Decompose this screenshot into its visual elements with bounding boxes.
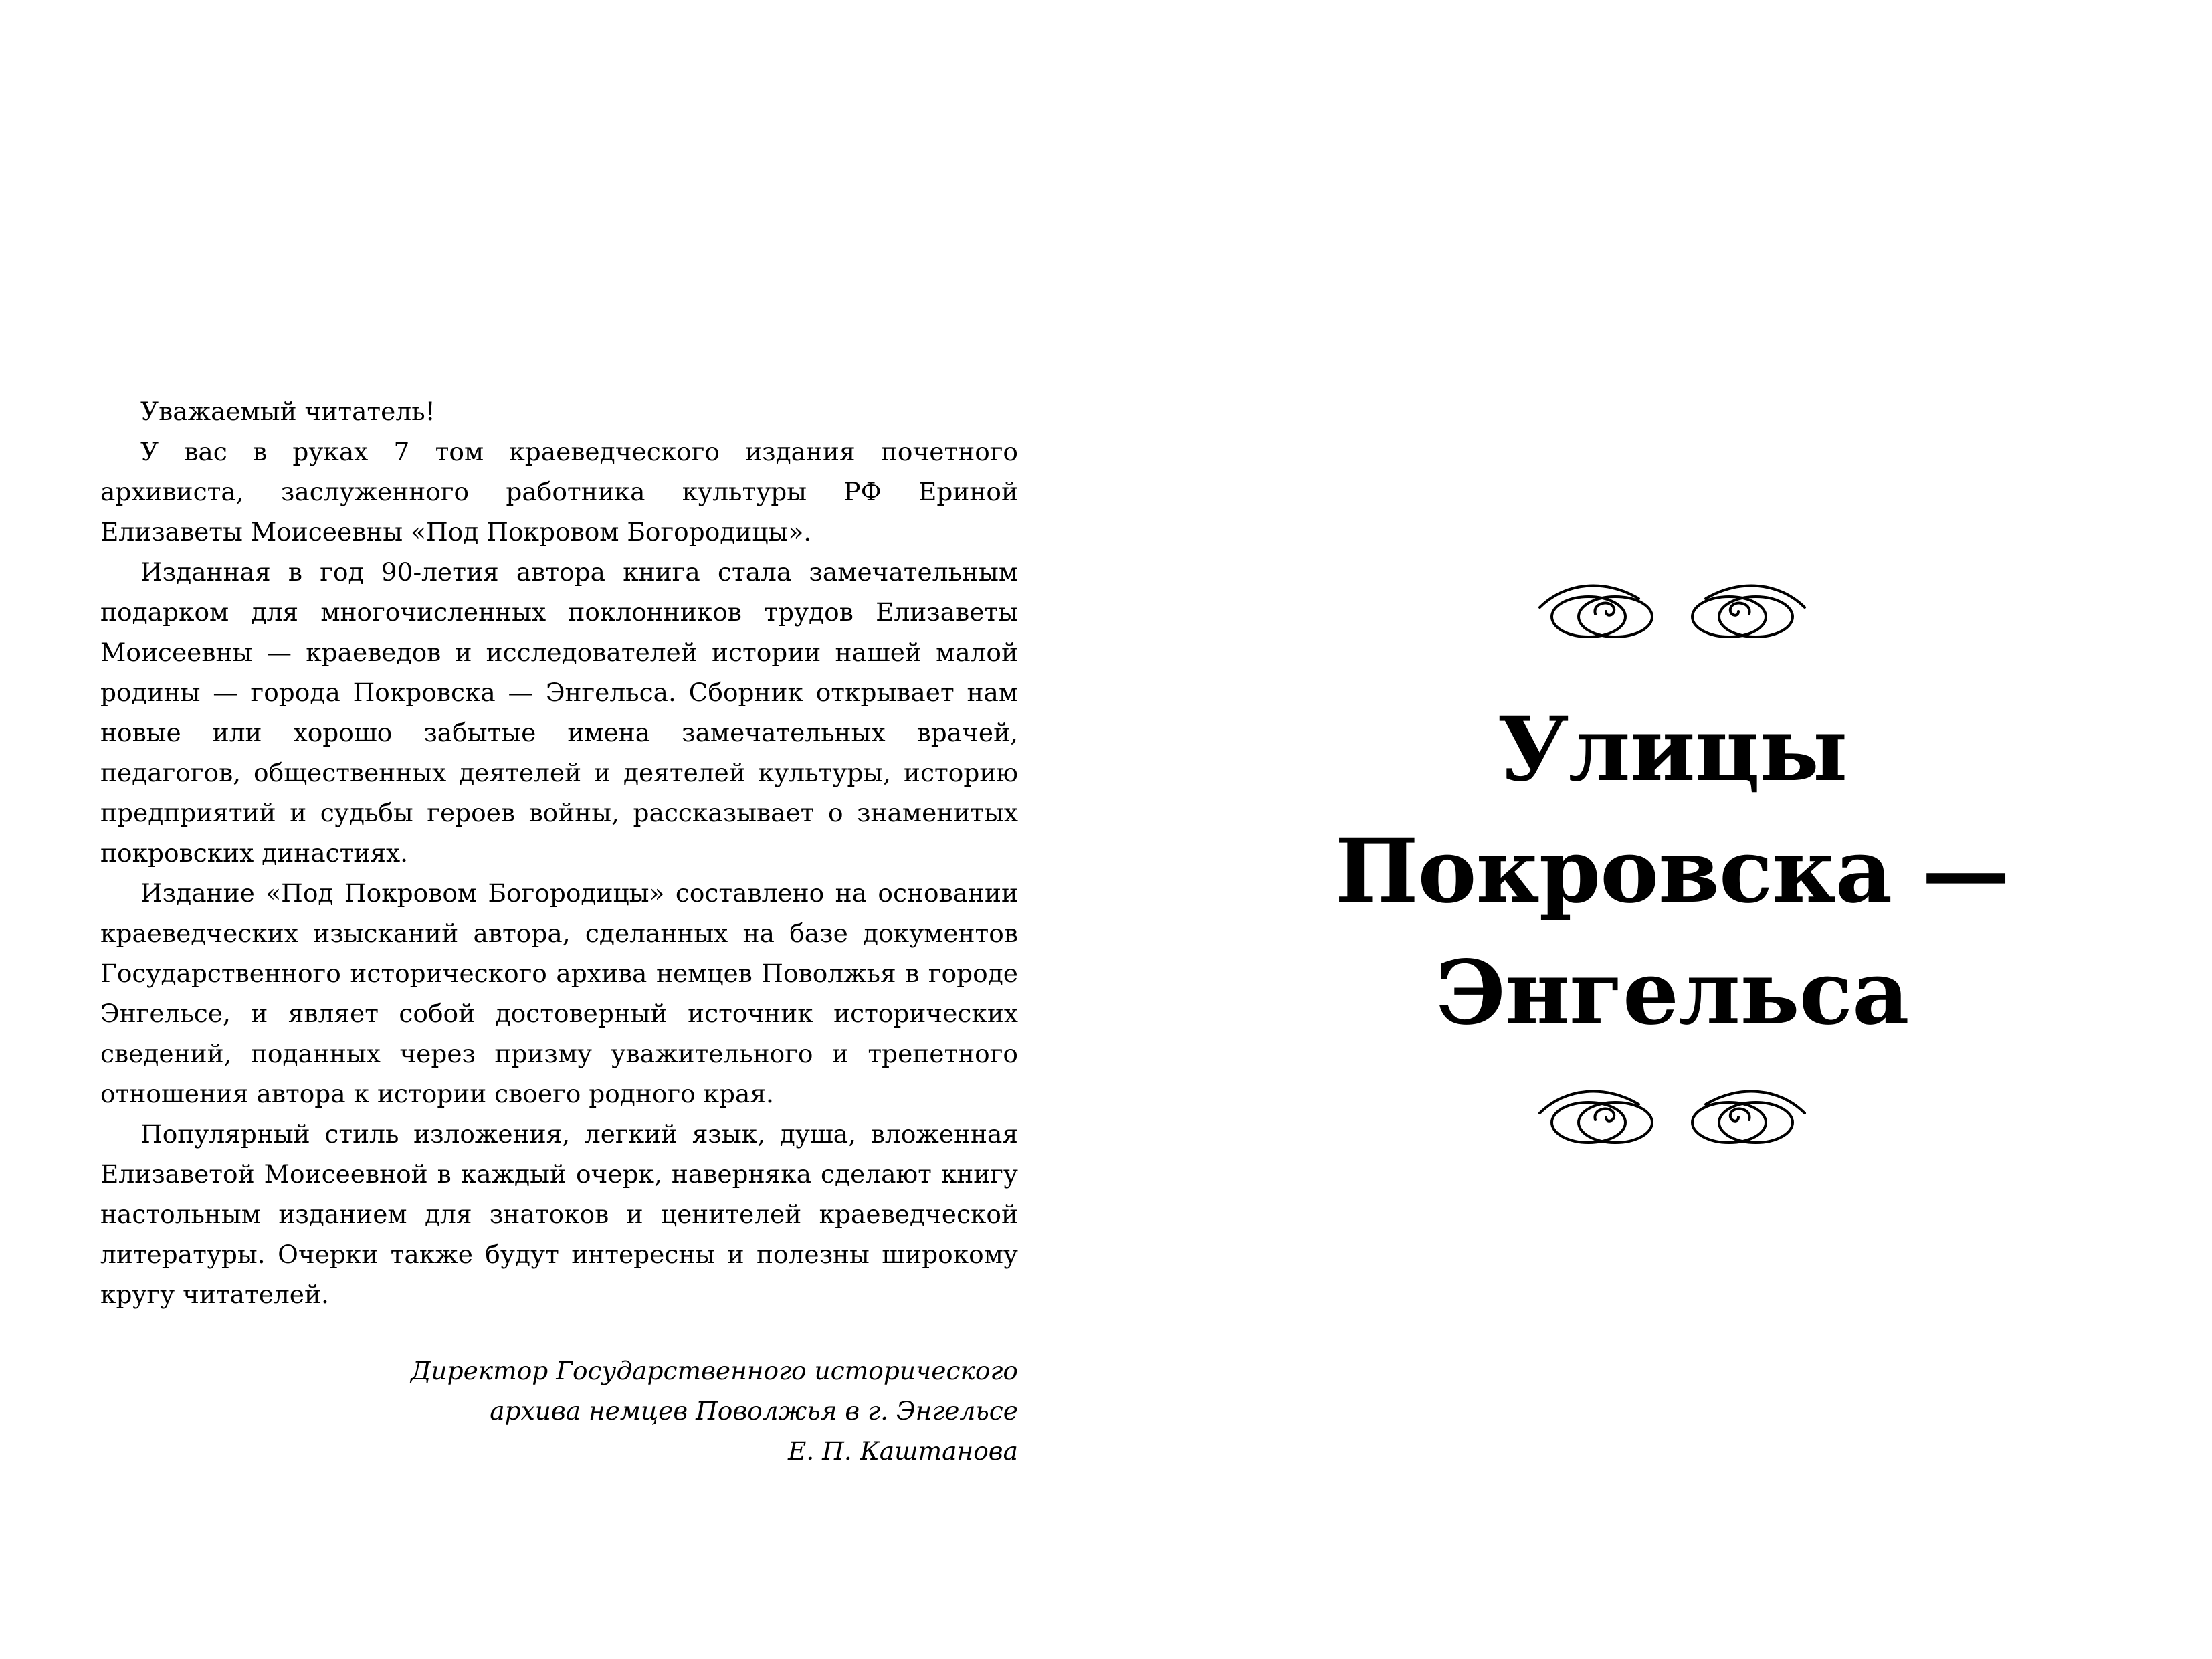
title-line-2: Покровска — bbox=[1334, 819, 2010, 923]
paragraph-1: У вас в руках 7 том краеведческого издания почетного архивиста, заслуженного работника культуры РФ Ериной Елизаветы Моисеевны «Под Покровом Богородицы». bbox=[100, 437, 1018, 547]
foreword-text bbox=[100, 391, 1018, 1314]
right-page bbox=[1304, 575, 2040, 1155]
signature bbox=[100, 1351, 1018, 1471]
title-line-3: Энгельса bbox=[1435, 941, 1909, 1045]
book-title bbox=[1304, 689, 2040, 1054]
left-page bbox=[100, 391, 1018, 1471]
paragraph-4: Популярный стиль изложения, легкий язык, душа, вложенная Елизаветой Моисеевной в каждый очерк, наверняка сделают книгу настольным изданием для знатоков и ценителей краеведческой литературы. Очерки также будут интересны и полезны широкому кругу читателей. bbox=[100, 1119, 1018, 1309]
greeting: Уважаемый читатель! bbox=[140, 397, 435, 426]
paragraph-3: Издание «Под Покровом Богородицы» составлено на основании краеведческих изысканий автора, сделанных на базе документов Государственного исторического архива немцев Поволжья в городе Энгельсе, и являет собой достоверный источник исторических сведений, поданных через призму уважительного и трепетного отношения автора к истории своего родного края. bbox=[100, 878, 1018, 1108]
flourish-ornament-icon bbox=[1532, 1081, 1813, 1155]
signature-name: Е. П. Каштанова bbox=[787, 1436, 1018, 1466]
signature-line-1: Директор Государственного исторического bbox=[410, 1356, 1018, 1385]
paragraph-2: Изданная в год 90-летия автора книга стала замечательным подарком для многочисленных поклонников трудов Елизаветы Моисеевны — краеведов и исследователей истории нашей малой родины — города Покровска — Энгельса. Сборник открывает нам новые или хорошо забытые имена замечательных врачей, педагогов, общественных деятелей и деятелей культуры, историю предприятий и судьбы героев войны, рассказывает о знаменитых покровских династиях. bbox=[100, 557, 1018, 868]
title-line-1: Улицы bbox=[1497, 698, 1847, 801]
flourish-ornament-icon bbox=[1532, 575, 1813, 649]
signature-line-2: архива немцев Поволжья в г. Энгельсе bbox=[490, 1396, 1018, 1426]
